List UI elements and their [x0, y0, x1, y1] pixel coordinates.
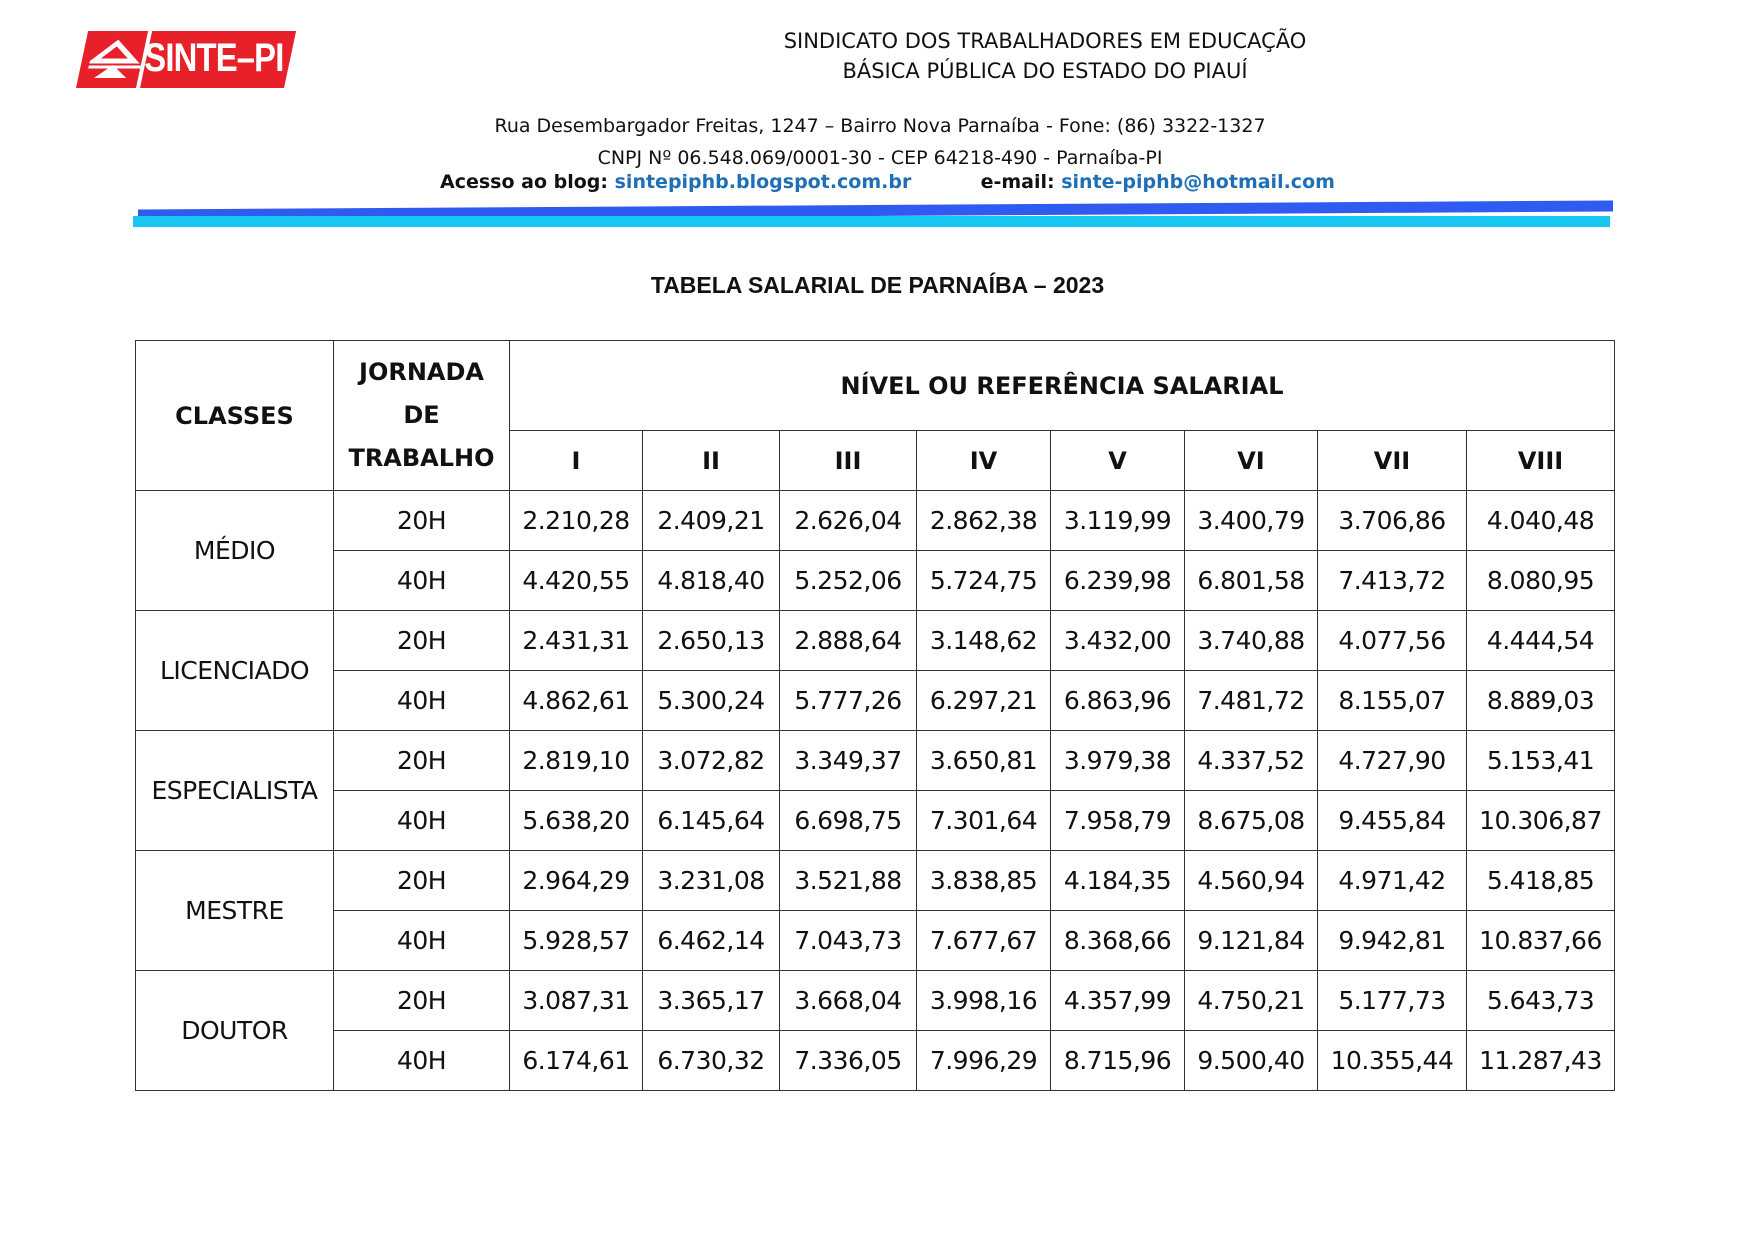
salary-cell: 3.432,00: [1051, 611, 1185, 671]
page-title: TABELA SALARIAL DE PARNAÍBA – 2023: [650, 272, 1105, 298]
table-row: [136, 791, 1615, 851]
salary-cell: 3.838,85: [917, 851, 1051, 911]
class-cell: LICENCIADO: [136, 611, 334, 731]
organization-name-line2: BÁSICA PÚBLICA DO ESTADO DO PIAUÍ: [842, 59, 1248, 83]
level-header: V: [1051, 431, 1185, 491]
level-header: IV: [917, 431, 1051, 491]
class-cell: ESPECIALISTA: [136, 731, 334, 851]
salary-cell: 2.650,13: [643, 611, 780, 671]
header-jornada-line1: JORNADA: [359, 358, 484, 386]
salary-cell: 4.337,52: [1185, 731, 1318, 791]
table-row: [136, 971, 1615, 1031]
header-jornada-line2: DE: [403, 401, 440, 429]
salary-cell: 4.040,48: [1467, 491, 1615, 551]
salary-cell: 3.400,79: [1185, 491, 1318, 551]
jornada-cell: 20H: [334, 611, 510, 671]
salary-cell: 2.409,21: [643, 491, 780, 551]
header-classes: CLASSES: [136, 341, 334, 491]
salary-cell: 3.740,88: [1185, 611, 1318, 671]
salary-cell: 5.153,41: [1467, 731, 1615, 791]
blog-link[interactable]: sintepiphb.blogspot.com.br: [614, 171, 912, 193]
salary-cell: 3.231,08: [643, 851, 780, 911]
salary-cell: 10.306,87: [1467, 791, 1615, 851]
contact-links: [440, 171, 1335, 193]
salary-cell: 4.727,90: [1318, 731, 1467, 791]
level-header: III: [780, 431, 917, 491]
table-row: [136, 611, 1615, 671]
jornada-cell: 20H: [334, 731, 510, 791]
email-link[interactable]: sinte-piphb@hotmail.com: [1061, 171, 1335, 193]
salary-cell: 2.862,38: [917, 491, 1051, 551]
salary-cell: 2.626,04: [780, 491, 917, 551]
salary-cell: 6.863,96: [1051, 671, 1185, 731]
salary-cell: 3.349,37: [780, 731, 917, 791]
logo-text: SINTE–PI: [144, 36, 284, 80]
salary-cell: 5.418,85: [1467, 851, 1615, 911]
salary-cell: 9.121,84: [1185, 911, 1318, 971]
salary-cell: 3.998,16: [917, 971, 1051, 1031]
salary-cell: 5.643,73: [1467, 971, 1615, 1031]
salary-cell: 3.979,38: [1051, 731, 1185, 791]
salary-cell: 7.677,67: [917, 911, 1051, 971]
salary-table: [135, 340, 1615, 1091]
jornada-cell: 40H: [334, 1031, 510, 1091]
jornada-cell: 40H: [334, 671, 510, 731]
jornada-cell: 40H: [334, 791, 510, 851]
salary-cell: 3.148,62: [917, 611, 1051, 671]
salary-cell: 10.355,44: [1318, 1031, 1467, 1091]
salary-cell: 3.365,17: [643, 971, 780, 1031]
salary-cell: 5.724,75: [917, 551, 1051, 611]
table-row: [136, 671, 1615, 731]
salary-cell: 4.750,21: [1185, 971, 1318, 1031]
salary-cell: 2.210,28: [510, 491, 643, 551]
salary-cell: 3.072,82: [643, 731, 780, 791]
salary-cell: 8.080,95: [1467, 551, 1615, 611]
salary-cell: 4.184,35: [1051, 851, 1185, 911]
salary-cell: 3.119,99: [1051, 491, 1185, 551]
organization-name: [700, 26, 1390, 86]
level-header: II: [643, 431, 780, 491]
salary-cell: 7.481,72: [1185, 671, 1318, 731]
salary-cell: 5.300,24: [643, 671, 780, 731]
salary-cell: 2.819,10: [510, 731, 643, 791]
salary-cell: 5.638,20: [510, 791, 643, 851]
salary-cell: 4.077,56: [1318, 611, 1467, 671]
salary-cell: 9.942,81: [1318, 911, 1467, 971]
salary-cell: 5.177,73: [1318, 971, 1467, 1031]
salary-cell: 4.357,99: [1051, 971, 1185, 1031]
organization-name-line1: SINDICATO DOS TRABALHADORES EM EDUCAÇÃO: [783, 29, 1307, 53]
salary-cell: 8.155,07: [1318, 671, 1467, 731]
email-label: e-mail:: [980, 171, 1055, 193]
salary-body: [136, 491, 1615, 1091]
salary-cell: 4.862,61: [510, 671, 643, 731]
salary-cell: 6.297,21: [917, 671, 1051, 731]
salary-cell: 6.462,14: [643, 911, 780, 971]
salary-cell: 3.706,86: [1318, 491, 1467, 551]
salary-cell: 5.252,06: [780, 551, 917, 611]
jornada-cell: 20H: [334, 851, 510, 911]
salary-cell: 7.996,29: [917, 1031, 1051, 1091]
salary-cell: 9.500,40: [1185, 1031, 1318, 1091]
salary-cell: 3.087,31: [510, 971, 643, 1031]
class-cell: DOUTOR: [136, 971, 334, 1091]
salary-cell: 4.444,54: [1467, 611, 1615, 671]
salary-cell: 3.650,81: [917, 731, 1051, 791]
salary-cell: 2.888,64: [780, 611, 917, 671]
header-jornada: [334, 341, 510, 491]
salary-cell: 3.668,04: [780, 971, 917, 1031]
table-row: [136, 731, 1615, 791]
salary-cell: 6.174,61: [510, 1031, 643, 1091]
salary-cell: 7.336,05: [780, 1031, 917, 1091]
level-header: VII: [1318, 431, 1467, 491]
salary-cell: 7.301,64: [917, 791, 1051, 851]
table-row: [136, 1031, 1615, 1091]
address-line: Rua Desembargador Freitas, 1247 – Bairro Nova Parnaíba - Fone: (86) 3322-1327: [494, 115, 1266, 137]
level-header: VIII: [1467, 431, 1615, 491]
header-jornada-line3: TRABALHO: [348, 444, 495, 472]
salary-cell: 5.928,57: [510, 911, 643, 971]
table-row: [136, 551, 1615, 611]
salary-cell: 6.730,32: [643, 1031, 780, 1091]
salary-cell: 6.239,98: [1051, 551, 1185, 611]
salary-cell: 8.368,66: [1051, 911, 1185, 971]
level-header: VI: [1185, 431, 1318, 491]
level-header: I: [510, 431, 643, 491]
salary-cell: 6.145,64: [643, 791, 780, 851]
salary-cell: 2.964,29: [510, 851, 643, 911]
header-stripe-cyan: [133, 216, 1610, 227]
header-nivel: NÍVEL OU REFERÊNCIA SALARIAL: [510, 341, 1615, 431]
salary-cell: 7.413,72: [1318, 551, 1467, 611]
jornada-cell: 20H: [334, 491, 510, 551]
jornada-cell: 20H: [334, 971, 510, 1031]
jornada-cell: 40H: [334, 911, 510, 971]
jornada-cell: 40H: [334, 551, 510, 611]
cnpj-line: CNPJ Nº 06.548.069/0001-30 - CEP 64218-490 - Parnaíba-PI: [597, 147, 1163, 169]
salary-cell: 8.715,96: [1051, 1031, 1185, 1091]
salary-cell: 4.560,94: [1185, 851, 1318, 911]
salary-cell: 8.889,03: [1467, 671, 1615, 731]
salary-cell: 8.675,08: [1185, 791, 1318, 851]
salary-cell: 6.801,58: [1185, 551, 1318, 611]
salary-cell: 2.431,31: [510, 611, 643, 671]
address-block: [440, 110, 1320, 174]
salary-cell: 3.521,88: [780, 851, 917, 911]
salary-cell: 4.818,40: [643, 551, 780, 611]
salary-cell: 11.287,43: [1467, 1031, 1615, 1091]
table-row: [136, 911, 1615, 971]
salary-cell: 9.455,84: [1318, 791, 1467, 851]
table-row: [136, 491, 1615, 551]
table-row: [136, 851, 1615, 911]
blog-label: Acesso ao blog:: [440, 171, 608, 193]
salary-cell: 10.837,66: [1467, 911, 1615, 971]
salary-cell: 6.698,75: [780, 791, 917, 851]
salary-cell: 7.043,73: [780, 911, 917, 971]
salary-cell: 4.971,42: [1318, 851, 1467, 911]
sinte-pi-logo: [76, 31, 296, 88]
class-cell: MÉDIO: [136, 491, 334, 611]
class-cell: MESTRE: [136, 851, 334, 971]
salary-cell: 5.777,26: [780, 671, 917, 731]
salary-cell: 4.420,55: [510, 551, 643, 611]
salary-cell: 7.958,79: [1051, 791, 1185, 851]
